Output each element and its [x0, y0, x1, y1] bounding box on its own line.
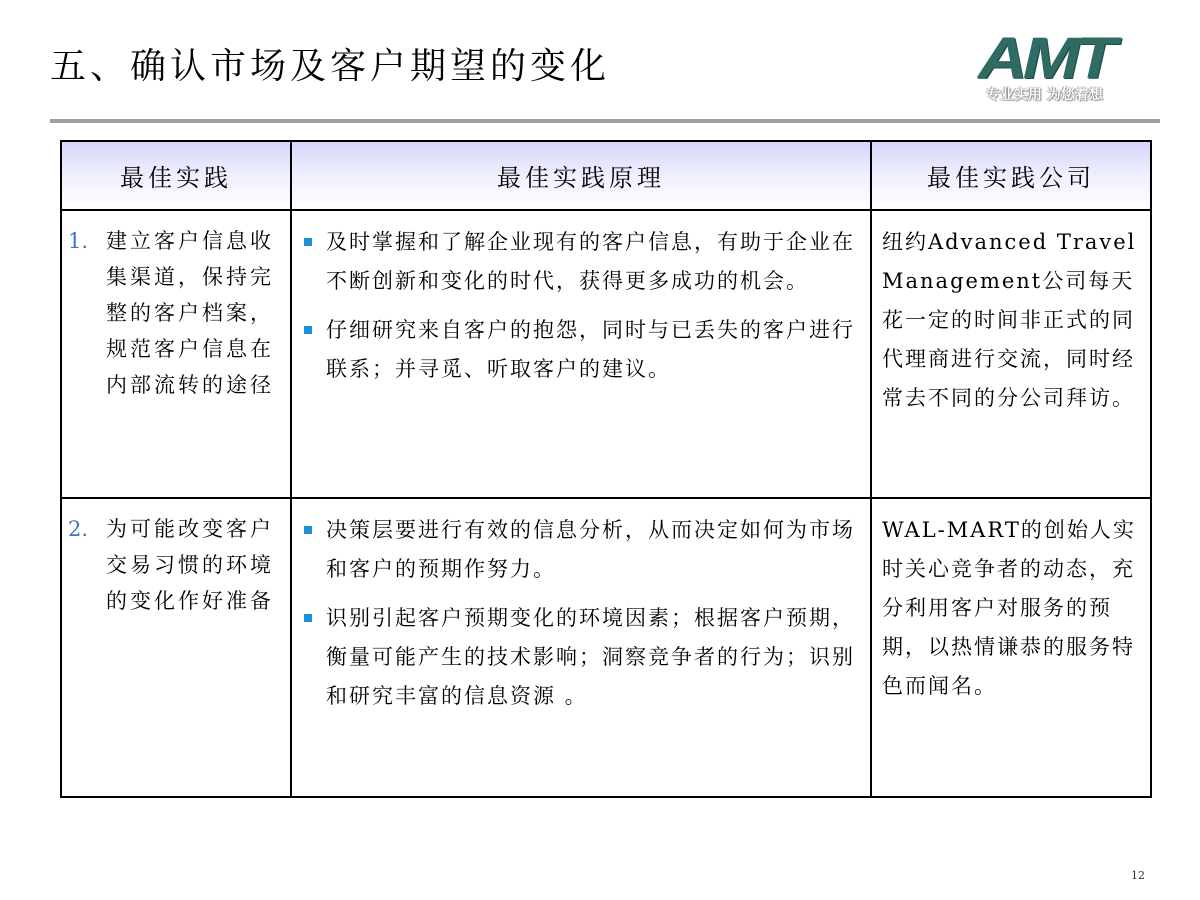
- practice-cell: [61, 498, 291, 797]
- best-practice-table: [60, 140, 1152, 798]
- principle-bullet: [302, 223, 862, 301]
- title-divider: [50, 119, 1160, 123]
- principle-bullet: [302, 511, 862, 589]
- company-cell: [871, 498, 1151, 797]
- slide-title: 五、确认市场及客户期望的变化: [50, 46, 611, 87]
- square-bullet-icon: [304, 238, 312, 246]
- company-text: 纽约Advanced Travel Management公司每天花一定的时间非正式的同代理商进行交流，同时经常去不同的分公司拜访。: [882, 230, 1137, 410]
- header-principle: 最佳实践原理: [291, 141, 871, 210]
- principle-text: 仔细研究来自客户的抱怨，同时与已丢失的客户进行联系；并寻觅、听取客户的建议。: [326, 318, 855, 381]
- principle-cell: [291, 498, 871, 797]
- principle-text: 及时掌握和了解企业现有的客户信息，有助于企业在不断创新和变化的时代，获得更多成功的机会。: [326, 230, 855, 293]
- square-bullet-icon: [304, 326, 312, 334]
- principle-bullet: [302, 311, 862, 389]
- table-header-row: [61, 141, 1151, 210]
- header-practice: 最佳实践: [61, 141, 291, 210]
- header-company: 最佳实践公司: [871, 141, 1151, 210]
- logo-wordmark: AMT: [978, 26, 1113, 91]
- principle-text: 决策层要进行有效的信息分析，从而决定如何为市场和客户的预期作努力。: [326, 518, 855, 581]
- table-row: [61, 210, 1151, 498]
- principle-cell: [291, 210, 871, 498]
- logo-slogan: 专业实用 为您着想: [986, 87, 1103, 103]
- company-cell: [871, 210, 1151, 498]
- practice-text: 建立客户信息收集渠道，保持完整的客户档案，规范客户信息在内部流转的途径: [106, 229, 274, 397]
- practice-number: 1.: [68, 229, 89, 253]
- principle-text: 识别引起客户预期变化的环境因素；根据客户预期，衡量可能产生的技术影响；洞察竞争者的行为；识别和研究丰富的信息资源 。: [326, 606, 855, 708]
- company-text: WAL-MART的创始人实时关心竞争者的动态，充分利用客户对服务的预期，以热情谦恭的服务特色而闻名。: [882, 518, 1136, 698]
- square-bullet-icon: [304, 526, 312, 534]
- practice-number: 2.: [68, 517, 89, 541]
- table-row: [61, 498, 1151, 797]
- practice-cell: [61, 210, 291, 498]
- practice-text: 为可能改变客户交易习惯的环境的变化作好准备: [106, 517, 274, 613]
- page-number: 12: [1131, 869, 1145, 882]
- square-bullet-icon: [304, 614, 312, 622]
- amt-logo: [978, 26, 1168, 110]
- principle-bullet: [302, 599, 862, 716]
